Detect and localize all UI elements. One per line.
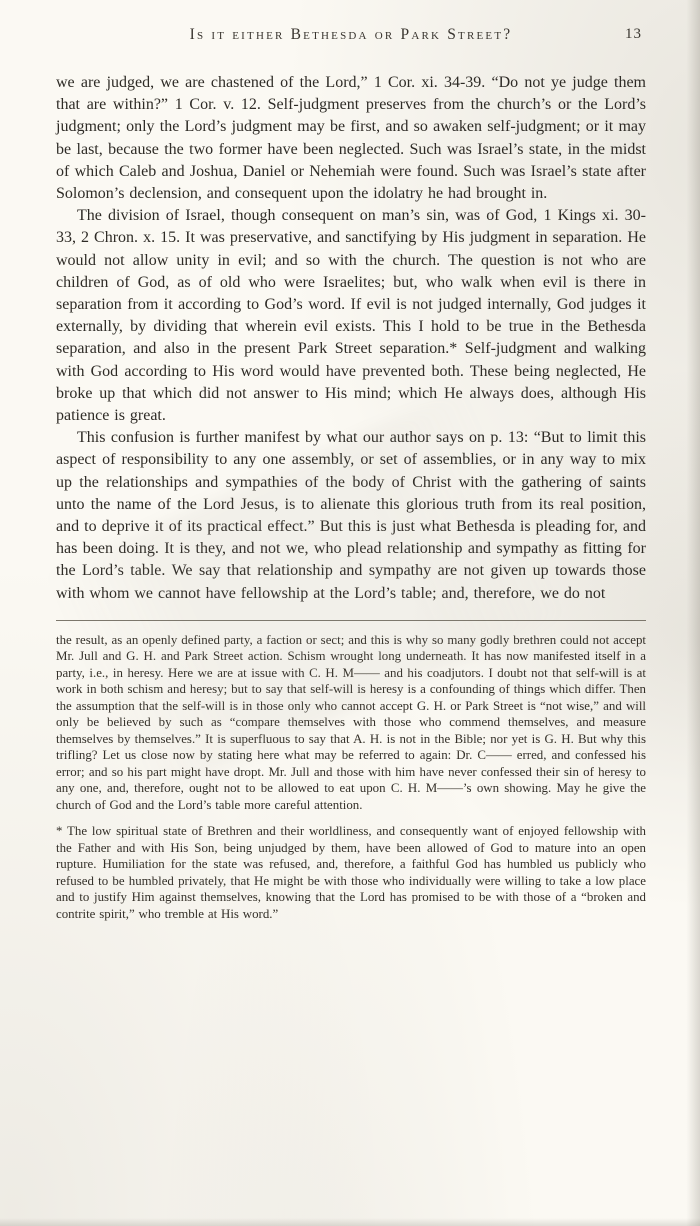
paragraph-continued: we are judged, we are chastened of the Lord,” 1 Cor. xi. 34-39. “Do not ye judge them that are within?” 1 Cor. v. 12. Self-judgment preserves from the church’s or the Lord’s judgment; only the Lord’s judgment may be first, and so awaken self-judgment; or it may be last, because the two former have been neglected. Such was Israel’s state, in the midst of which Caleb and Joshua, Daniel or Nehemiah were found. Such was Israel’s state after Solomon’s declension, and consequent upon the idolatry he had brought in. xyxy=(56,74,646,203)
scan-edge-artifact xyxy=(684,0,700,1226)
running-title: Is it either Bethesda or Park Street? xyxy=(189,26,513,43)
page-header xyxy=(56,26,646,48)
footnote-asterisk: * The low spiritual state of Brethren and their worldliness, and consequently want of enjoyed fellowship with the Father and with His Son, being unjudged by them, have been allowed of God to mature into an open rupture. Humiliation for the state was refused, and, therefore, a faithful God has humbled us publicly who refused to be humbled privately, that He might be with those who individually were willing to take a low place and to justify Him against themselves, knowing that the Lord has promised to be with those of a “broken and contrite spirit,” who tremble at His word.” xyxy=(56,824,646,921)
scan-bottom-artifact xyxy=(0,1218,700,1226)
page-number: 13 xyxy=(625,26,642,42)
footnote-separator xyxy=(56,620,646,621)
footnote-continued: the result, as an openly defined party, a faction or sect; and this is why so many godly brethren could not accept Mr. Jull and G. H. and Park Street action. Schism wrought long underneath. It has now manifested itself in a party, i.e., in heresy. Here we are at issue with C. H. M—— and his coadjutors. I doubt not that self-will is at work in both schism and heresy; but to say that self-will is heresy is a confounding of things which differ. Then the assumption that the self-will is in those only who cannot accept G. H. or Park Street is “not wise,” and will only be believed by such as “compare themselves with those who commend themselves, and measure themselves by themselves.” It is superfluous to say that A. H. is not in the Bible; nor yet is G. H. But why this trifling? Let us close now by stating here what may be referred to again: Dr. C—— erred, and confessed his error; and so his part might have dropt. Mr. Jull and those with him have never confessed their sin of heresy to any one, and, therefore, ought not to be allowed to eat upon C. H. M——’s own showing. May he give the church of God and the Lord’s table more careful attention. xyxy=(56,632,646,812)
main-text xyxy=(56,72,646,605)
paragraph-confusion: This confusion is further manifest by what our author says on p. 13: “But to limit this aspect of responsibility to any one assembly, or set of assemblies, or in any way to mix up the relationships and sympathies of the body of Christ with the gathering of saints unto the name of the Lord Jesus, is to alienate this glorious truth from its real position, and to deprive it of its practical effect.” But this is just what Bethesda is pleading for, and has been doing. It is they, and not we, who plead relationship and sympathy as fitting for the Lord’s table. We say that relationship and sympathy are not given up towards those with whom we cannot have fellowship at the Lord’s table; and, therefore, we do not xyxy=(56,429,646,602)
paragraph-division-of-israel: The division of Israel, though consequent on man’s sin, was of God, 1 Kings xi. 30-33, 2 Chron. x. 15. It was preservative, and sanctifying by His judgment in separation. He would not allow unity in evil; and so with the church. The question is not who are children of God, as of old who were Israelites; but, who walk when evil is there in separation from it according to God’s word. If evil is not judged internally, God judges it externally, by dividing that wherein evil exists. This I hold to be true in the Bethesda separation, and also in the present Park Street separation.* Self-judgment and walking with God according to His word would have prevented both. These being neglected, He broke up that which did not answer to His mind; which He always does, although His patience is great. xyxy=(56,207,646,425)
footnotes xyxy=(56,632,646,923)
